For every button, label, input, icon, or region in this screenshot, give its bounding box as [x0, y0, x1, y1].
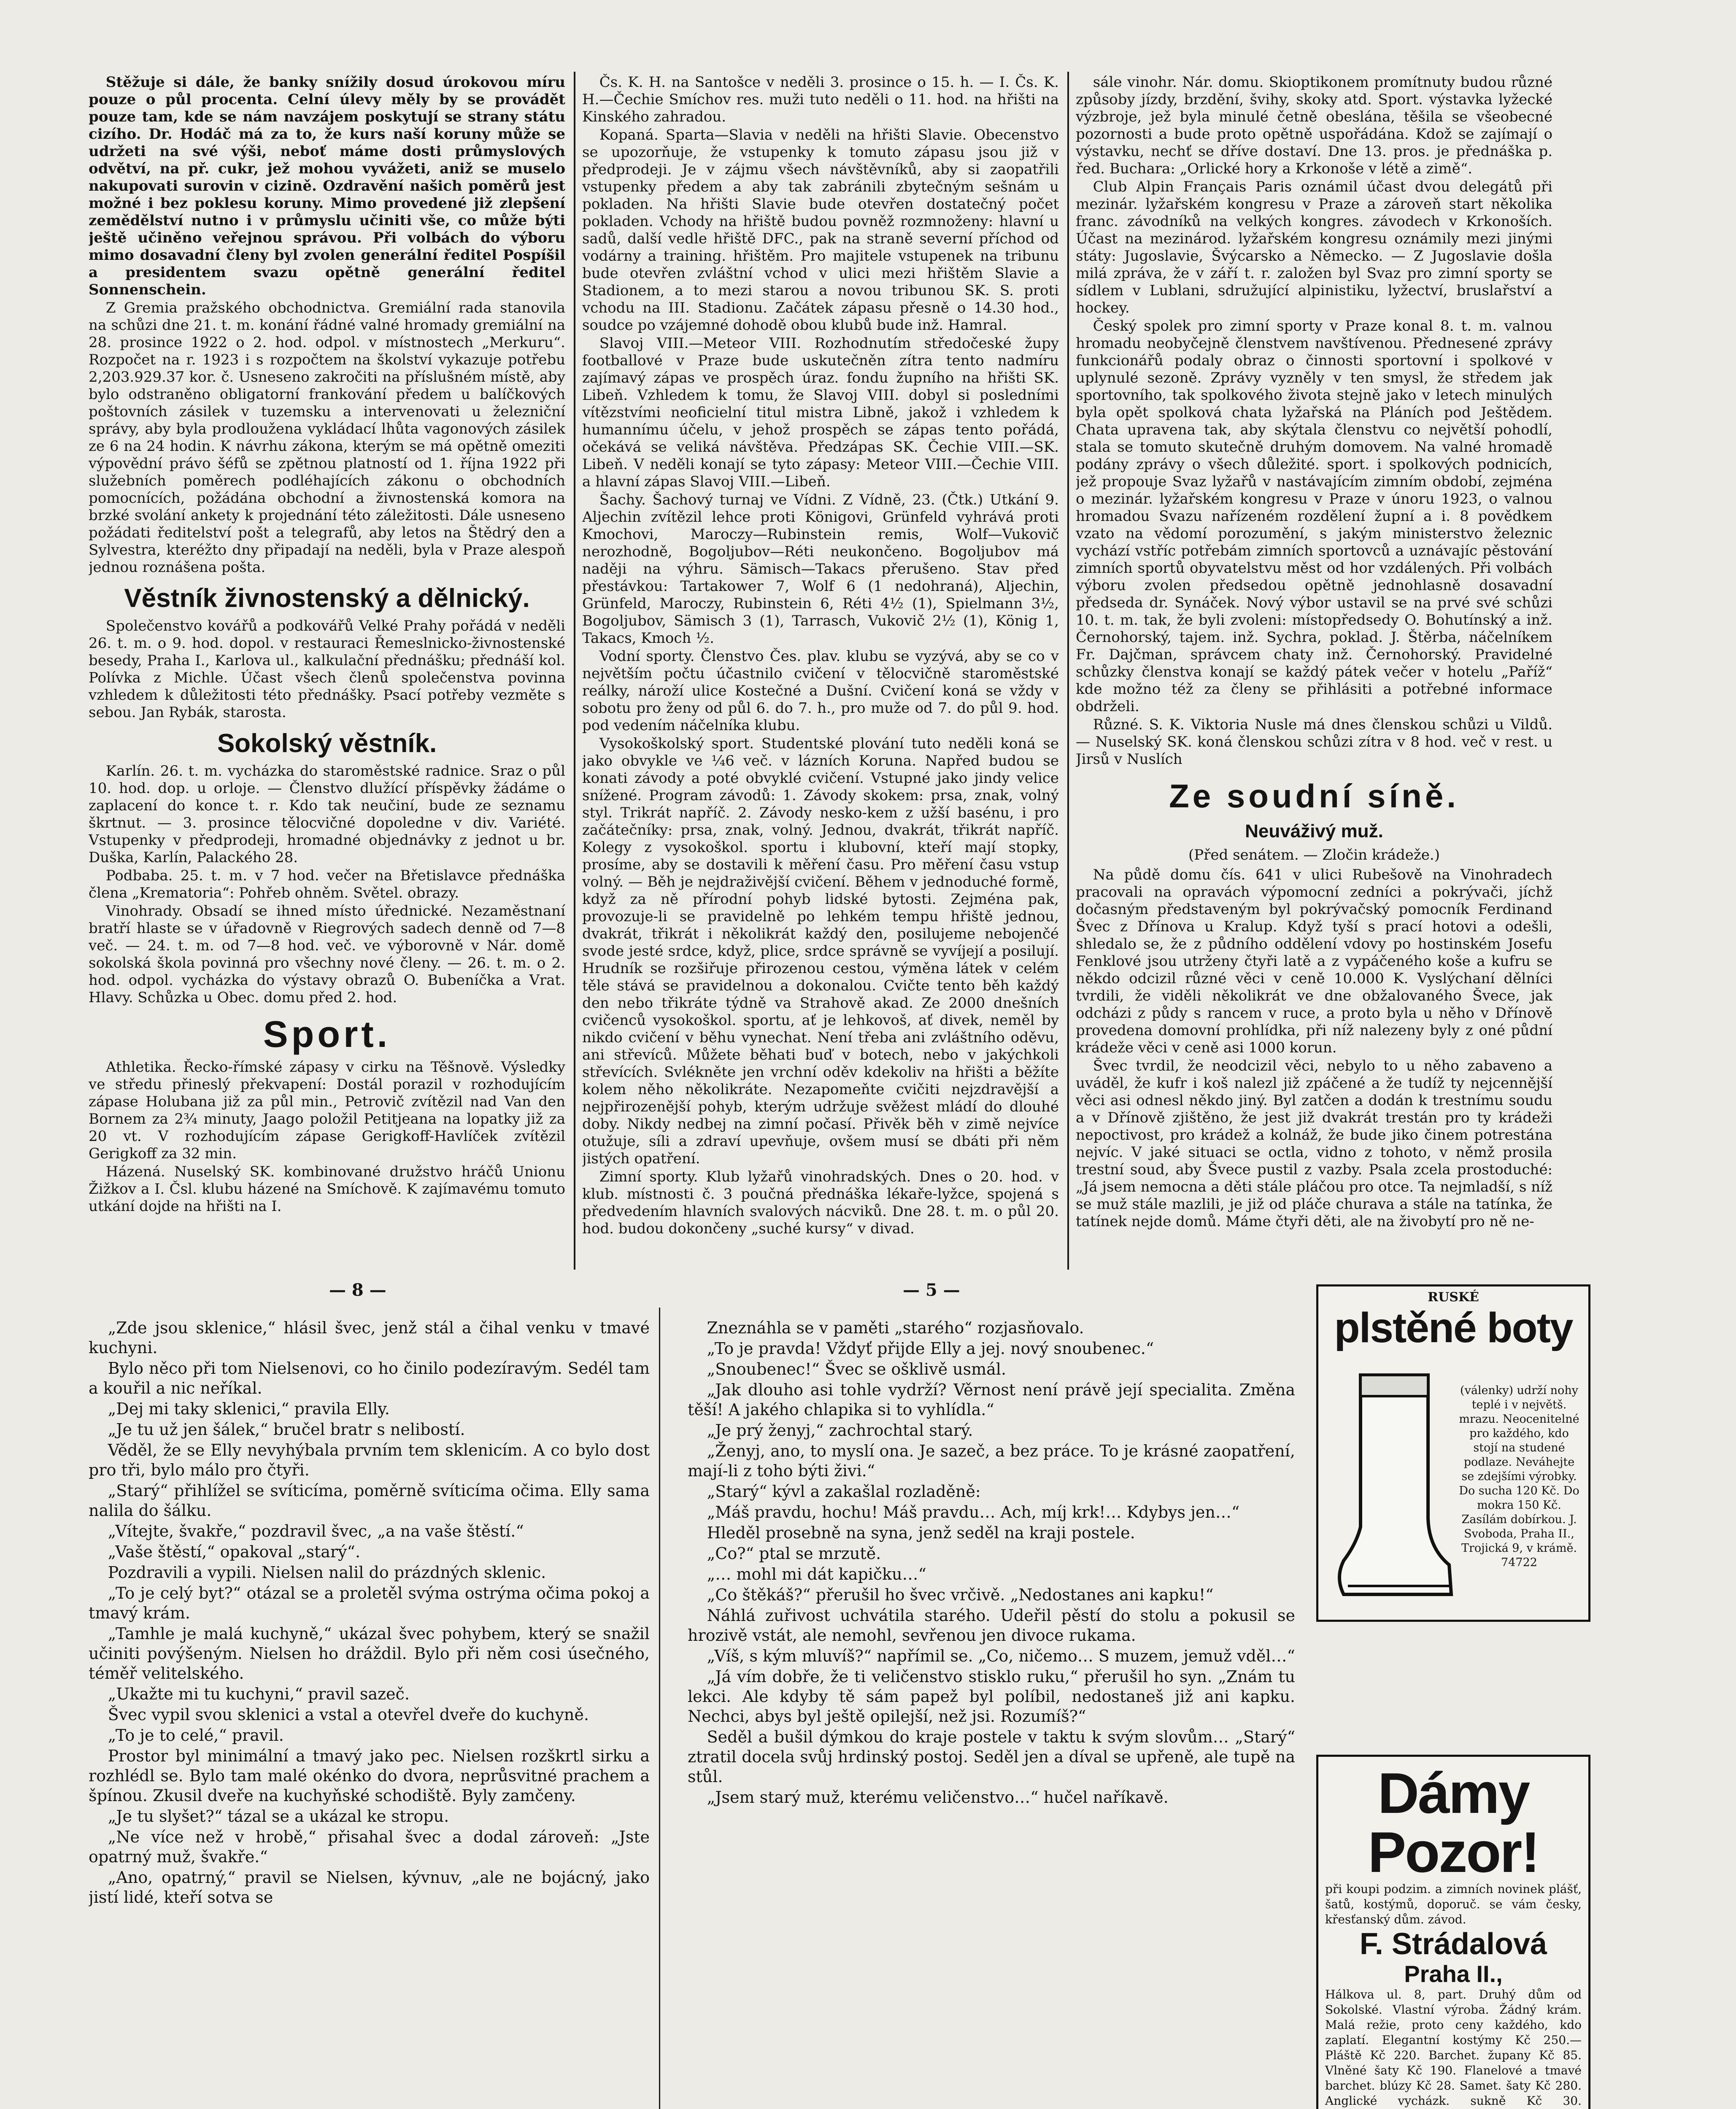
paragraph-podbaba: Podbaba. 25. t. m. v 7 hod. večer na Břetislavce přednáška člena „Krematoria“: Pohřeb ohněm. Světel. obrazy. — [89, 867, 565, 901]
story-right-paragraph: „Co štěkáš?“ přerušil ho švec vrčivě. „Nedostanes ani kapku!“ — [707, 1586, 1214, 1604]
story-divider — [659, 1308, 660, 2109]
story-left-paragraph: „Je tu slyšet?“ tázal se a ukázal ke stropu. — [108, 1807, 449, 1826]
paragraph-zimni: Zimní sporty. Klub lyžařů vinohradských. Dnes o 20. hod. v klub. místnosti č. 3 poučná přednáška lékaře-lyžce, spojená s předvedením hlavních svalových nácviků. Dne 28. t. m. o půl 20. hod. budou dokončeny „suché kursy“ v divad. — [582, 1168, 1059, 1237]
paragraph-svec: Švec tvrdil, že neodcizil věci, nebylo to u něho zabaveno a uváděl, že kufr i koš nalezl již zpáčené a že tudíž ty nejcennější věci asi odnesl někdo jiný. Byl zatčen a dodán k trestnímu soudu a v Dřínově zjištěno, že jest již dvakrát trestán pro ty krádeži nepoctivost, pro krádež a kolnáž, že bude jiko činem potrestána nejvíc. V jaké situaci se octla, vidno z tohoto, v němž prosila trestní soud, aby Švece pustil z vazby. Psala zcela prostoduché: „Já jsem nemocna a děti stále pláčou pro otce. Ta nejmladší, s níž se muž stále mazlili, je již od pláče churava a stále na tatínka, že tatínek nejde domů. Máme čtyři děti, ale na živobytí pro ně ne- — [1076, 1057, 1552, 1230]
ad-damy-address: Hálkova ul. 8, part. Druhý dům od Sokolské. Vlastní výroba. Žádný krám. Malá režie, proto ceny každého, kdo zaplatí. Elegantní kostýmy Kč 250.— Pláště Kč 220. Barchet. župany Kč 85. Vlněné šaty Kč 190. Flanelové a tmavé barchet. blúzy Kč 28. Samet. šaty Kč 280. Anglické vycházk. sukně Kč 30. — [1325, 1988, 1582, 2108]
story-left-paragraph: „Tamhle je malá kuchyně,“ ukázal švec pohybem, který se snažil učiniti povýšeným. Nielsen ho dráždil. Bylo při něm cosi úsečného, téměř velitelského. — [89, 1624, 650, 1683]
story-left-paragraph: „Ukažte mi tu kuchyni,“ pravil sazeč. — [108, 1685, 410, 1703]
story-left — [89, 1318, 650, 2109]
story-right-paragraph: „Víš, s kým mluvíš?“ napřímil se. „Co, ničemo… S muzem, jemuž vděl…“ — [707, 1647, 1295, 1665]
ad-boots-text: (válenky) udrží nohy teplé i v největš. mrazu. Neocenitelné pro každého, kdo stojí na studené podlaze. Neváhejte se zdejšími výrobky. Do sucha 120 Kč. Do mokra 150 Kč. Zasílám dobírkou. J. Svoboda, Praha II., Trojická 9, v krámě. 74722 — [1459, 1384, 1579, 1569]
story-right-paragraph: „… mohl mi dát kapičku…“ — [707, 1565, 926, 1583]
story-left-paragraph: „Vítejte, švakře,“ pozdravil švec, „a na vaše štěstí.“ — [108, 1522, 524, 1540]
story-right-paragraph: „Já vím dobře, že ti veličenstvo stisklo ruku,“ přerušil ho syn. „Znám tu lekci. Ale kdyby tě sám papež byl políbil, nedostaneš již ani kapku. Nechci, abys byl ještě opilejší, než jsi. Rozumíš?“ — [688, 1667, 1295, 1726]
paragraph-slavoj: Slavoj VIII.—Meteor VIII. Rozhodnutím středočeské župy footballové v Praze bude uskutečněn zítra tento nadmíru zajímavý zápas ve prospěch úraz. fondu župního na hřišti SK. Libeň. Vzhledem k tomu, že Slavoj VIII. dobyl si posledními vítězstvími neoficielní titul mistra Libně, jakož i vzhledem k humannímu účelu, v jehož prospěch se zápas tento pořádá, očekává se veliká návštěva. Předzápas SK. Čechie VIII.—SK. Libeň. V neděli konají se tyto zápasy: Meteor VIII.—Čechie VIII. a hlavní zápas Slavoj VIII.—Libeň. — [582, 335, 1059, 490]
story-left-paragraph: „Zde jsou sklenice,“ hlásil švec, jenž stál a čihal venku v tmavé kuchyni. — [89, 1319, 650, 1357]
story-right — [688, 1318, 1295, 2109]
story-left-paragraph: „Vaše štěstí,“ opakoval „starý“. — [108, 1543, 361, 1561]
paragraph-skioptikon: sále vinohr. Nár. domu. Skioptikonem promítnuty budou různé způsoby jízdy, brzdění, švihy, skoky atd. Sport. výstavka lyžecké výzbroje, jež byla minulé četně obeslána, těšila se všeobecné pozornosti a bude proto opětně uspořádána. Kdož se zajímají o výstavku, nechť se dříve dostaví. Dne 13. pros. je přednáška p. řed. Buchara: „Orlické hory a Krkonoše v létě a zimě“. — [1076, 74, 1552, 177]
column-divider-2 — [1067, 72, 1069, 1270]
story-right-paragraph: „Snoubenec!“ Švec se ošklivě usmál. — [707, 1360, 1007, 1378]
paragraph-cesky-spolek: Český spolek pro zimní sporty v Praze konal 8. t. m. valnou hromadu neobyčejně členstvem navštívenou. Přednesené zprávy funkcionářů podaly obraz o činnosti sportovní i spolkové v uplynulé sezoně. Zprávy vyzněly v ten smysl, že středem jak sportovního, tak spolkového života stejně jako v letech minulých byla opět spolková chata lyžařská na Pláních pod Ještědem. Chata upravena tak, aby skýtala členstvu co největší pohodlí, stala se tomuto skutečně druhým domovem. Na valné hromadě podány zprávy o všech důležité. sport. i spolkových podnicích, jež propouje Svaz lyžařů v nastávajícím zimním období, zejména o mezinár. lyžařském kongresu v Praze v únoru 1923, o valnou hromadou Svazu nařízeném rozdělení župní a i. 8 povědkem vzato na vědomí porozumění, s jakým ministerstvo železnic vychází vstříc potřebám zimních sportovců a uznávajíc pěstování zimních sportů obyvatelstvu měst od hor vzdálených. Při volbách výboru zvolen předsedou opětně jednohlasně dosavadní předseda dr. Synáček. Nový výbor ustavil se na prvé své schůzi 10. t. m. tak, že byli zvoleni: místopředsedy O. Bohutínský a inž. Černohorský, tajem. inž. Sychra, poklad. J. Štěrba, náčelníkem Fr. Dajčman, správcem chaty inž. Černohorský. Pravidelné schůzky členstva konají se každý pátek večer v hotelu „Paříž“ kde možno též za členy se přihlásiti a potřebné informace obdrželi. — [1076, 318, 1552, 715]
story-right-paragraph: Hleděl prosebně na syna, jenž seděl na kraji postele. — [707, 1524, 1135, 1542]
column-middle — [582, 74, 1059, 1268]
ad-damy-name: F. Strádalová — [1359, 1927, 1547, 1961]
story-right-paragraph: „Jsem starý muž, kterému veličenstvo…“ hučel naříkavě. — [707, 1788, 1169, 1807]
column-left — [89, 74, 565, 1268]
paragraph-vodni: Vodní sporty. Členstvo Čes. plav. klubu se vyzývá, aby se co v největším počtu účastnilo cvičení v tělocvičně staroměstské reálky, nároží ulice Kostečné a Dušní. Cvičení koná se vždy v sobotu pro ženy od půl 6. do 7. h., pro muže od 7. do půl 9. hod. pod vedením náčelníka klubu. — [582, 648, 1059, 734]
paragraph-vysokoskolsky: Vysokoškolský sport. Studentské plování tuto neděli koná se jako obvykle ve ¼6 več. v lázních Koruna. Napřed budou se konati závody a poté obvyklé cvičení. Vstupné jako jindy velice snížené. Program závodů: 1. Závody skokem: prsa, znak, volný styl. Trikrát napříč. 2. Závody nesko-kem z užší basénu, i pro začátečníky: prsa, znak, volný. Jednou, dvakrát, třikrát napříč. Kolegy z vysokoškol. sportu i klubovní, kteří mají stopky, prosíme, aby se dostavili k měření času. Pro měření času vstup volný. — Běh je nejdraživější cvičení. Během v jednoduché formě, když za ně přírodní pohyb lidské bytosti. Zejména pak, provozuje-li se pravidelně po lehkém tempu hřiště jednou, dvakrát, třikrát i několikrát každý den, posilujeme nebojenčé svode jesté srdce, když, plice, srdce správně se vyvíjejí a posilují. Hrudník se rozšiřuje přirozenou cestou, výměna látek v celém těle stává se pravidelnou a dokonalou. Cvičte tento běh každý den nebo třikráte týdně va Strahově akad. Ze 2000 dnešních cvičenců vysokoškol. sportu, ať je lehkovoš, ať divek, neměl by nikdo cvičení v běhu vynechat. Není třeba ani zvláštního oděvu, ani střevíců. Můžete běhati buď v botech, nebo v jakýchkoli střevících. Svlékněte jen vrchní oděv kdekoliv na hřišti a běžíte kolem něho několikráte. Nezapomeňte cvičiti nejzdravější a nejpřirozenější pohyb, kterým udržuje svěžest mládí do dlouhé doby. Nikdy nedbej na zimní počasí. Přivěk běh v zimě nejvíce otužuje, síli a zdraví upevňuje, ovšem musí se dbáti při něm jistých opatření. — [582, 735, 1059, 1167]
story-left-paragraph: „To je to celé,“ pravil. — [108, 1726, 284, 1745]
subheading-senat: (Před senátem. — Zločin krádeže.) — [1188, 847, 1440, 863]
column-divider-1 — [574, 72, 575, 1270]
ad-boots-title: plstěné boty — [1334, 1304, 1573, 1351]
story-right-paragraph: „Jak dlouho asi tohle vydrží? Věrnost není právě její specialita. Změna těší! A jakého chlapika si to vyhlídla.“ — [688, 1381, 1295, 1419]
heading-neuvazivy-muz: Neuváživý muž. — [1245, 821, 1383, 841]
story-right-paragraph: „Máš pravdu, hochu! Máš pravdu… Ach, míj krk!… Kdybys jen…“ — [707, 1503, 1240, 1521]
story-left-paragraph: Švec vypil svou sklenici a vstal a otevřel dveře do kuchyně. — [108, 1705, 589, 1724]
paragraph-vinohrady: Vinohrady. Obsadí se ihned místo úřednické. Nezaměstnaní bratří hlaste se v úřadovně v Riegrových sadech denně od 7—8 več. — 24. t. m. od 7—8 hod. več. ve výborovně v Nár. domě sokolská škola povinná pro všechny nové členy. — 26. t. m. o 2. hod. odpol. vycházka do výstavy obrazů O. Bubeníčka a Vrat. Hlavy. Schůzka u Obec. domu před 2. hod. — [89, 903, 565, 1006]
ad-damy-title: Dámy Pozor! — [1368, 1761, 1539, 1884]
paragraph-banks: Stěžuje si dále, že banky snížily dosud úrokovou míru pouze o půl procenta. Celní úlevy měly by se provádět pouze tam, kde se nám navzájem poskytují se strany státu cizího. Dr. Hodáč má za to, že kurs naší koruny může se udržeti na své výši, neboť máme dosti průmyslových odvětví, na př. cukr, jež mohou vyvážeti, aniž se muselo nakupovati surovin v cizině. Ozdravění našich poměrů jest možné i bez poklesu koruny. Mimo provedené již zlepšení zemědělství nutno i v průmyslu učiniti vše, co může býti ještě učiněno veřejnou správou. Při volbách do výboru mimo dosavadní členy byl zvolen generální ředitel Pospíšil a presidentem svazu opětně generální ředitel Sonnenschein. — [89, 74, 565, 298]
paragraph-kovari: Společenstvo kovářů a podkovářů Velké Prahy pořádá v neděli 26. t. m. o 9. hod. dopol. v restauraci Řemeslnicko-živnostenské besedy, Praha I., Karlova ul., kalkulační přednášku; přednáší kol. Polívka z Michle. Účast všech členů společenstva povinna vzhledem k důležitosti této přednášky. Psací potřeby vezměte s sebou. Jan Rybák, starosta. — [89, 618, 565, 721]
ad-damy-pozor — [1316, 1755, 1590, 2109]
heading-sokol: Sokolský věstník. — [217, 729, 437, 758]
ad-boots-top: RUSKÉ — [1428, 1290, 1479, 1305]
story-right-paragraph: „Starý“ kývl a zakašlal rozladěně: — [707, 1482, 981, 1501]
story-right-paragraph: „Je prý ženyj,“ zachrochtal starý. — [707, 1421, 973, 1440]
page-number-right: — 5 — — [903, 1280, 960, 1300]
story-left-paragraph: „To je celý byt?“ otázal se a proletěl svýma ostrýma očima pokoj a tmavý krám. — [89, 1584, 650, 1622]
story-left-paragraph: Prostor byl minimální a tmavý jako pec. Nielsen rozškrtl sirku a rozhlédl se. Bylo tam malé okénko do dvora, neprůsvitné prachem a špínou. Zkusil dveře na kuchyňské schodiště. Byly zamčeny. — [89, 1747, 650, 1805]
paragraph-athletika: Athletika. Řecko-římské zápasy v cirku na Těšnově. Výsledky ve středu přineslý překvapení: Dostál porazil v rozhodujícím zápase Holubana již za půl min., Petrovič zvítězil nad Van den Bornem za 2¾ minuty, Jaago položil Petitjeana na lopatky již za 20 vt. V rozhodujícím zápase Gerigkoff-Havlíček zvítězil Gerigkoff za 32 min. — [89, 1059, 565, 1162]
paragraph-gremium: Z Gremia pražského obchodnictva. Gremiální rada stanovila na schůzi dne 21. t. m. konání řádné valné hromady gremiální na 28. prosince 1922 o 2. hod. odpol. v místnostech „Merkuru“. Rozpočet na r. 1923 i s rozpočtem na školství vykazuje potřebu 2,203.929.37 kor. č. Usneseno zakročiti na příslušném místě, aby bylo odstraněno obligatorní frankování předem u balíčkových poštovních zásilek v tuzemsku a intervenovati u železniční správy, aby byla prodloužena vykládací lhůta vagonových zásilek ze 6 na 24 hodin. K návrhu zákona, kterým se má opětně omeziti výpovědní právo šéfů se zpětnou platností od 1. října 1922 při služebních poměrech podléhajících zákonu o obchodních pomocnících, požádána obchodní a živnostenská komora na brzké svolání ankety k projednání této záležitosti. Dále usneseno požádati ředitelství pošt a telegrafů, aby letos na Štědrý den a Sylvestra, kteréžto dny připadají na neděli, byla v Praze alespoň jednou roznášena pošta. — [89, 299, 565, 576]
story-left-paragraph: Bylo něco při tom Nielsenovi, co ho činilo podezíravým. Sedél tam a kouřil a nic neříkal. — [89, 1359, 650, 1397]
paragraph-hazena: Házená. Nuselský SK. kombinované družstvo hráčů Unionu Žižkov a I. Čsl. klubu házené na Smíchově. K zajímavému tomuto utkání dojde na hřišti na I. — [89, 1163, 565, 1215]
heading-vestnik: Věstník živnostenský a dělnický. — [124, 584, 530, 613]
felt-boot-icon — [1331, 1367, 1458, 1603]
story-left-paragraph: „Ne více než v hrobě,“ přisahal švec a dodal zároveň: „Jste opatrný muž, švakře.“ — [89, 1828, 650, 1866]
story-right-paragraph: Seděl a bušil dýmkou do kraje postele v taktu k svým slovům… „Starý“ ztratil docela svůj hrdinský postoj. Seděl jen a díval se upřeně, ale tupě na stůl. — [688, 1728, 1295, 1786]
paragraph-ruzne: Různé. S. K. Viktoria Nusle má dnes členskou schůzi u Vildů. — Nuselský SK. koná členskou schůzi zítra v 8 hod. več v rest. u Jirsů v Nuslích — [1076, 716, 1552, 768]
heading-soudni-sin: Ze soudní síně. — [1169, 777, 1459, 814]
paragraph-karlin: Karlín. 26. t. m. vycházka do staroměstské radnice. Sraz o půl 10. hod. dop. u orloje. — Členstvo dlužící příspěvky žádáme o zaplacení do konce t. r. Kdo tak neučiní, bude ze seznamu škrtnut. — 3. prosince tělocvičné dopoledne v div. Variété. Vstupenky v předprodeji, hromadné objednávky z jednot u br. Duška, Karlín, Palackého 28. — [89, 763, 565, 866]
heading-sport: Sport. — [263, 1013, 391, 1055]
paragraph-sachy: Šachy. Šachový turnaj ve Vídni. Z Vídně, 23. (Čtk.) Utkání 9. Aljechin zvítězil lehce proti Königovi, Grünfeld vyhrává proti Kmochovi, Maroczy—Rubinstein remis, Wolf—Vukovič nerozhodně, Bogoljubov—Réti neukončeno. Bogoljubov má naději na výhru. Sämisch—Takacs přerušeno. Stav před přestávkou: Tartakower 7, Wolf 6 (1 nedohraná), Aljechin, Grünfeld, Maroczy, Rubinstein 6, Réti 4½ (1), Spielmann 3½, Bogoljubov, Sämisch 3 (1), Tarrasch, Vukovič 2½ (1), König 1, Takacs, Kmoch ½. — [582, 491, 1059, 647]
column-right — [1076, 74, 1552, 1268]
page-number-left: — 8 — — [329, 1280, 386, 1300]
ad-damy-city: Praha II., — [1404, 1961, 1503, 1987]
story-right-paragraph: „Ženyj, ano, to myslí ona. Je sazeč, a bez práce. To je krásné zaopatření, mají-li z toho býti živi.“ — [688, 1442, 1295, 1480]
story-left-paragraph: „Starý“ přihlížel se svíticíma, poměrně svíticíma očima. Elly sama nalila do šálku. — [89, 1481, 650, 1520]
story-left-paragraph: „Dej mi taky sklenici,“ pravila Elly. — [108, 1400, 390, 1418]
story-left-paragraph: „Je tu už jen šálek,“ bručel bratr s nelibostí. — [108, 1420, 465, 1439]
paragraph-club-alpin: Club Alpin Français Paris oznámil účast dvou delegátů při mezinár. lyžařském kongresu v Praze a zároveň start několika franc. závodníků na velkých kongres. závodech v Krkonoších. Účast na mezinárod. lyžařském kongresu oznámily mezi jinými státy: Jugoslavie, Švýcarsko a Německo. — Z Jugoslavie došla milá zpráva, že v září t. r. založen byl Svaz pro zimní sporty se sídlem v Lublani, sdružující alpinistiku, lyžectví, bruslařství a hockey. — [1076, 178, 1552, 316]
story-right-paragraph: „Co?“ ptal se mrzutě. — [707, 1544, 881, 1563]
ad-plstene-boty — [1316, 1284, 1590, 1622]
paragraph-kopana: Kopaná. Sparta—Slavia v neděli na hřišti Slavie. Obecenstvo se upozorňuje, že vstupenky k tomuto zápasu jsou již v předprodeji. Je v zájmu všech návštěvníků, aby si zaopatřili vstupenky předem a aby tak zabránili zbytečným sešnám u pokladen. Na hřišti Slavie bude otevřen dostatečný počet pokladen. Vchody na hřiště budou povněž rozmnoženy: hlavní u sadů, další vedle hřiště DFC., pak na straně severní příchod od vodárny a training. hřištěm. Pro majitele vstupenek na tribunu bude otevřen zvláštní vchod v ulici mezi hřištěm Slavie a Stadionem, a to mezi starou a novou tribunou SK. S. proti vchodu na III. Stadionu. Začátek zápasu přesně o 14.30 hod., soudce po vzájemné dohodě obou klubů bude inž. Hamral. — [582, 127, 1059, 334]
story-right-paragraph: Zneznáhla se v paměti „starého“ rozjasňovalo. — [707, 1319, 1084, 1337]
ad-damy-text: při koupi podzim. a zimních novinek plášť, šatů, kostýmů, doporuč. se vám česky, křesťanský dům. závod. — [1325, 1882, 1582, 1926]
story-left-paragraph: Věděl, že se Elly nevyhýbala prvním tem sklenicím. A co bylo dost pro tři, bylo málo pro čtyři. — [89, 1441, 650, 1479]
story-right-paragraph: „To je pravda! Vždyť přijde Elly a jej. nový snoubenec.“ — [707, 1339, 1154, 1358]
story-left-paragraph: „Ano, opatrný,“ pravil se Nielsen, kývnuv, „ale ne bojácný, jako jistí lidé, kteří sotva se — [89, 1868, 650, 1907]
paragraph-case: Na půdě domu čís. 641 v ulici Rubešově na Vinohradech pracovali na opravách výpomocní zedníci a pokrývači, jíchž dočasným představeným byl pokrývačský pomocník Ferdinand Švec z Dřínova u Kralup. Když tyší s prací hotovi a odešli, shledalo se, že z půdního oddělení vdovy po hostinském Josefu Fenklové jsou utrženy čtyři latě a z vypáčeného koše a kufru se někdo odcizil různé věci v ceně 10.000 K. Vyslýchaní dělníci tvrdili, že viděli několikrát ve dne obžalovaného Švece, jak odcházi z půdy s rancem v ruce, a proto byla u něho v Dřínově provedena domovní prohlídka, při níž nalezeny byly z oné půdní krádeže věci v ceně asi 1000 korun. — [1076, 866, 1552, 1056]
story-left-paragraph: Pozdravili a vypili. Nielsen nalil do prázdných sklenic. — [108, 1563, 546, 1582]
paragraph-cskh: Čs. K. H. na Santošce v neděli 3. prosince o 15. h. — I. Čs. K. H.—Čechie Smíchov res. muži tuto neděli o 11. hod. na hřišti na Kinského zahradou. — [582, 74, 1059, 125]
story-right-paragraph: Náhlá zuřivost uchvátila starého. Udeřil pěstí do stolu a pokusil se hrozivě vstát, ale nemohl, sevřenou jen divoce rukama. — [688, 1606, 1295, 1645]
